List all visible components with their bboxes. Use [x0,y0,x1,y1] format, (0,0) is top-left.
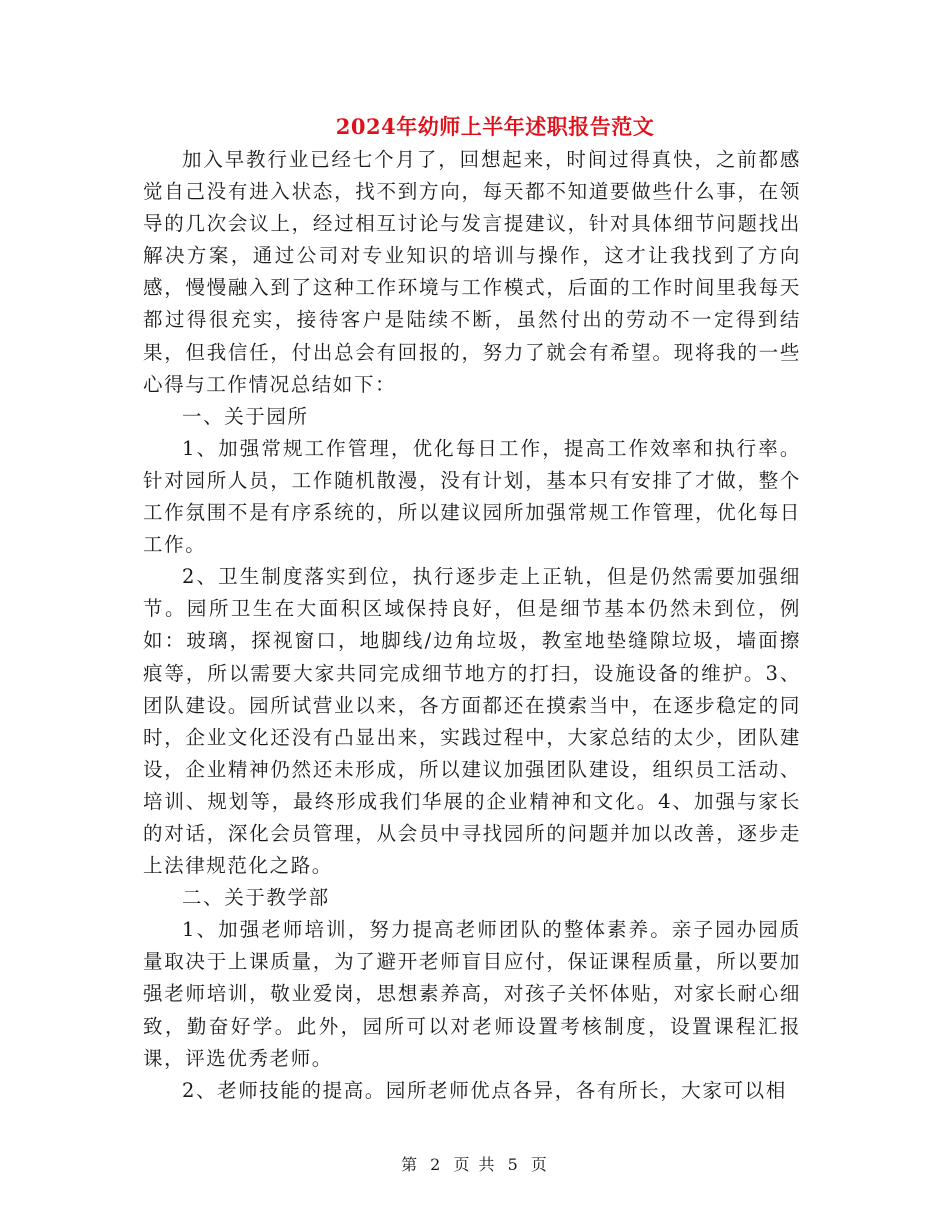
paragraph-intro: 加入早教行业已经七个月了，回想起来，时间过得真快，之前都感觉自己没有进入状态，找不到方向，每天都不知道要做些什么事，在领导的几次会议上，经过相互讨论与发言提建议，针对具体细节问题找出解决方案，通过公司对专业知识的培训与操作，这才让我找到了方向感，慢慢融入到了这种工作环境与工作模式，后面的工作时间里我每天都过得很充实，接待客户是陆续不断，虽然付出的劳动不一定得到结果，但我信任，付出总会有回报的，努力了就会有希望。现将我的一些心得与工作情况总结如下： [143,148,801,396]
footer-suffix: 页 [530,1155,549,1174]
section-heading-kindergarten: 一、关于园所 [182,404,309,428]
paragraph-hygiene-team-parents: 2、卫生制度落实到位，执行逐步走上正轨，但是仍然需要加强细节。园所卫生在大面积区域保持良好，但是细节基本仍然未到位，例如：玻璃，探视窗口，地脚线/边角垃圾，教室地垫缝隙垃圾，墙面擦痕等，所以需要大家共同完成细节地方的打扫，设施设备的维护。3、团队建设。园所试营业以来，各方面都还在摸索当中，在逐步稳定的同时，企业文化还没有凸显出来，实践过程中，大家总结的太少，团队建设，企业精神仍然还未形成，所以建议加强团队建设，组织员工活动、培训、规划等，最终形成我们华展的企业精神和文化。4、加强与家长的对话，深化会员管理，从会员中寻找园所的问题并加以改善，逐步走上法律规范化之路。 [143,565,801,878]
footer-prefix: 第 [401,1155,420,1174]
paragraph-routine-management: 1、加强常规工作管理，优化每日工作，提高工作效率和执行率。针对园所人员，工作随机散漫，没有计划，基本只有安排了才做，整个工作氛围不是有序系统的，所以建议园所加强常规工作管理，优化每日工作。 [143,436,801,557]
paragraph-teacher-skills: 2、老师技能的提高。园所老师优点各异，各有所长，大家可以相 [182,1078,787,1102]
page-footer [0,1152,950,1175]
footer-current-page: 2 [430,1155,443,1174]
footer-middle: 页 共 [453,1155,497,1174]
footer-total-pages: 5 [507,1155,520,1174]
section-heading-teaching: 二、关于教学部 [182,886,330,910]
document-title: 2024年幼师上半年述职报告范文 [335,114,655,139]
document-body [143,144,801,1107]
paragraph-teacher-training: 1、加强老师培训，努力提高老师团队的整体素养。亲子园办园质量取决于上课质量，为了避开老师盲目应付，保证课程质量，所以要加强老师培训，敬业爱岗，思想素养高，对孩子关怀体贴，对家长耐心细致，勤奋好学。此外，园所可以对老师设置考核制度，设置课程汇报课，评选优秀老师。 [143,918,801,1070]
